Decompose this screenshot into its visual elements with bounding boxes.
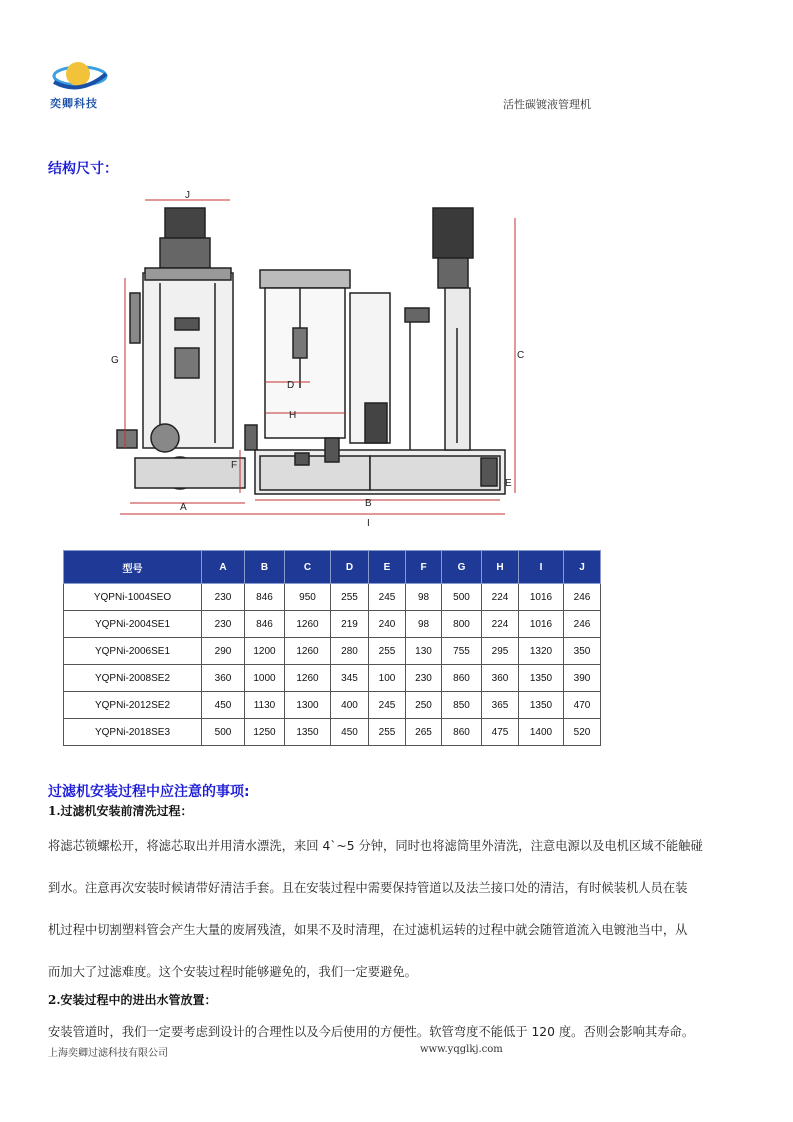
dimension-cell: 219 — [331, 611, 369, 638]
subheading-cleaning: 1.过滤机安装前清洗过程： — [48, 804, 193, 818]
model-cell: YQPNi-2008SE2 — [64, 665, 202, 692]
dimension-cell: 450 — [202, 692, 245, 719]
dim-label-i: I — [367, 518, 370, 529]
dimension-cell: 245 — [369, 584, 406, 611]
model-cell: YQPNi-2012SE2 — [64, 692, 202, 719]
dimension-cell: 1350 — [519, 665, 564, 692]
dimension-cell: 755 — [442, 638, 482, 665]
dimension-cell: 390 — [564, 665, 601, 692]
dimension-cell: 1260 — [285, 638, 331, 665]
table-row — [64, 719, 601, 746]
dimension-cell: 860 — [442, 719, 482, 746]
dimension-cell: 1000 — [245, 665, 285, 692]
dimension-cell: 130 — [406, 638, 442, 665]
paragraph-line: 机过程中切割塑料管会产生大量的废屑残渣，如果不及时清理，在过滤机运转的过程中就会随管道流入电镀池当中，从 — [48, 923, 688, 937]
product-title: 活性碳镀液管理机 — [503, 98, 591, 111]
table-row — [64, 584, 601, 611]
column-header: J — [564, 551, 601, 584]
dimension-cell: 1250 — [245, 719, 285, 746]
dim-label-h: H — [289, 410, 297, 421]
dim-label-f: F — [231, 460, 238, 471]
table-row — [64, 611, 601, 638]
dimension-cell: 1016 — [519, 584, 564, 611]
column-header: G — [442, 551, 482, 584]
dimension-cell: 240 — [369, 611, 406, 638]
paragraph-line: 安装管道时，我们一定要考虑到设计的合理性以及今后使用的方便性。软管弯度不能低于 120 度。否则会影响其寿命。 — [48, 1025, 695, 1039]
model-cell: YQPNi-2018SE3 — [64, 719, 202, 746]
dimension-cell: 1350 — [519, 692, 564, 719]
dimension-cell: 224 — [482, 611, 519, 638]
dimension-cell: 255 — [331, 584, 369, 611]
dimension-cell: 98 — [406, 584, 442, 611]
dimension-cell: 950 — [285, 584, 331, 611]
dimension-cell: 350 — [564, 638, 601, 665]
dim-label-d: D — [287, 380, 295, 391]
column-header: H — [482, 551, 519, 584]
model-cell: YQPNi-1004SEO — [64, 584, 202, 611]
dimension-cell: 365 — [482, 692, 519, 719]
table-body — [64, 584, 601, 746]
dimension-cell: 475 — [482, 719, 519, 746]
dimension-cell: 295 — [482, 638, 519, 665]
dimension-cell: 290 — [202, 638, 245, 665]
dimension-cell: 250 — [406, 692, 442, 719]
dimension-cell: 246 — [564, 584, 601, 611]
dimension-cell: 100 — [369, 665, 406, 692]
dimension-cell: 1300 — [285, 692, 331, 719]
dimension-cell: 1320 — [519, 638, 564, 665]
dim-label-c: C — [517, 350, 525, 361]
machine-dimension-drawing — [105, 188, 525, 533]
dimension-cell: 280 — [331, 638, 369, 665]
table-row — [64, 638, 601, 665]
section-title-installation-notes: 过滤机安装过程中应注意的事项: — [48, 784, 250, 800]
dimension-cell: 360 — [482, 665, 519, 692]
column-header: I — [519, 551, 564, 584]
column-header: F — [406, 551, 442, 584]
dimension-cell: 255 — [369, 719, 406, 746]
dimension-cell: 846 — [245, 611, 285, 638]
column-header: A — [202, 551, 245, 584]
dimension-cell: 450 — [331, 719, 369, 746]
dimension-cell: 520 — [564, 719, 601, 746]
paragraph-line: 到水。注意再次安装时候请带好清洁手套。且在安装过程中需要保持管道以及法兰接口处的清洁，有时候装机人员在装 — [48, 881, 688, 895]
table-row — [64, 665, 601, 692]
dimension-cell: 255 — [369, 638, 406, 665]
dimension-cell: 800 — [442, 611, 482, 638]
dimension-cell: 1200 — [245, 638, 285, 665]
column-header: 型号 — [64, 551, 202, 584]
dimension-cell: 345 — [331, 665, 369, 692]
dimension-cell: 1260 — [285, 665, 331, 692]
dimension-cell: 360 — [202, 665, 245, 692]
spec-table — [63, 550, 601, 746]
dim-label-e: E — [505, 478, 512, 489]
column-header: D — [331, 551, 369, 584]
dimension-cell: 1016 — [519, 611, 564, 638]
paragraph-line: 将滤芯锁螺松开，将滤芯取出并用清水漂洗，来回 4`~5 分钟，同时也将滤筒里外清洗，注意电源以及电机区域不能触碰 — [48, 839, 703, 853]
column-header: E — [369, 551, 406, 584]
section-title-structure: 结构尺寸： — [48, 161, 118, 177]
dimension-cell: 470 — [564, 692, 601, 719]
dimension-cell: 230 — [406, 665, 442, 692]
logo-text: 奕卿科技 — [50, 97, 98, 110]
dimension-cell: 500 — [442, 584, 482, 611]
dim-label-j: J — [185, 190, 190, 201]
table-header-row — [64, 551, 601, 584]
paragraph-line: 而加大了过滤难度。这个安装过程时能够避免的，我们一定要避免。 — [48, 965, 417, 979]
dimension-cell: 224 — [482, 584, 519, 611]
dimension-cell: 98 — [406, 611, 442, 638]
dimension-cell: 230 — [202, 584, 245, 611]
dimension-cell: 500 — [202, 719, 245, 746]
dimension-cell: 860 — [442, 665, 482, 692]
dim-label-b: B — [365, 498, 372, 509]
dimension-cell: 1260 — [285, 611, 331, 638]
dimension-cell: 1130 — [245, 692, 285, 719]
model-cell: YQPNi-2004SE1 — [64, 611, 202, 638]
dimension-cell: 230 — [202, 611, 245, 638]
dimension-cell: 1400 — [519, 719, 564, 746]
dimension-cell: 400 — [331, 692, 369, 719]
column-header: B — [245, 551, 285, 584]
footer-website: www.yqglkj.com — [420, 1044, 503, 1055]
dimension-cell: 246 — [564, 611, 601, 638]
dimension-cell: 265 — [406, 719, 442, 746]
dimension-cell: 245 — [369, 692, 406, 719]
dimension-cell: 850 — [442, 692, 482, 719]
footer-company: 上海奕卿过滤科技有限公司 — [48, 1048, 168, 1059]
dimension-cell: 846 — [245, 584, 285, 611]
table-row — [64, 692, 601, 719]
subheading-pipes: 2.安装过程中的进出水管放置： — [48, 993, 217, 1007]
model-cell: YQPNi-2006SE1 — [64, 638, 202, 665]
dim-label-a: A — [180, 502, 187, 513]
column-header: C — [285, 551, 331, 584]
dim-label-g: G — [111, 355, 119, 366]
dimension-cell: 1350 — [285, 719, 331, 746]
